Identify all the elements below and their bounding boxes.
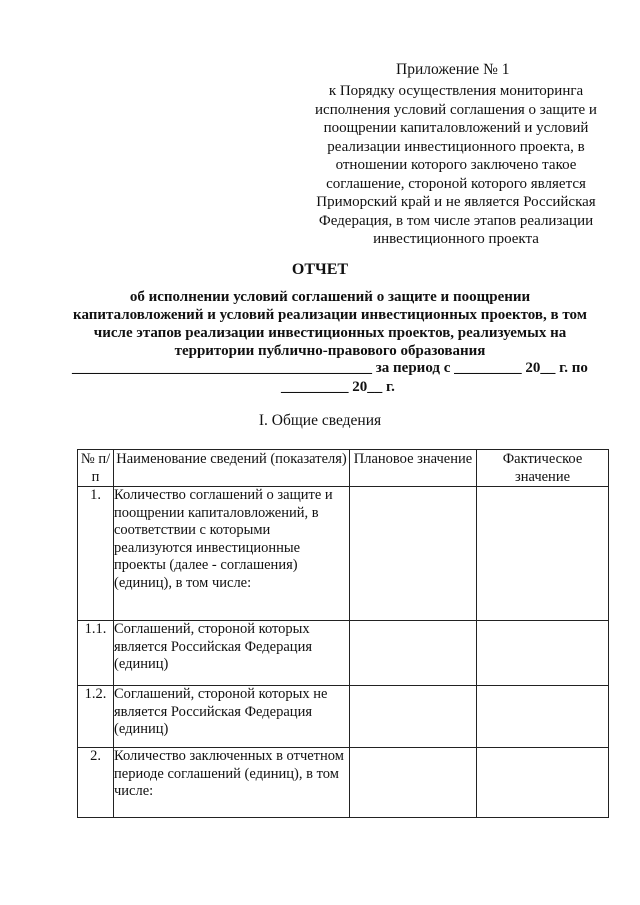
row-actual-value [477,621,609,686]
table-header-row [78,450,609,487]
row-num: 1.1. [78,621,114,686]
report-period-line-1: ________________________________________ за период с _________ 20__ г. по [72,360,588,376]
row-planned-value [350,686,477,748]
table-row [78,748,609,818]
row-num: 2. [78,748,114,818]
row-name: Соглашений, стороной которых не является Российская Федерация (единиц) [114,686,350,748]
row-actual-value [477,686,609,748]
row-actual-value [477,487,609,621]
header-num: № п/п [78,450,114,487]
row-planned-value [350,487,477,621]
row-name: Количество соглашений о защите и поощрении капиталовложений, в соответствии с которыми реализуются инвестиционные проекты (далее - соглашения) (единиц), в том числе: [114,487,350,621]
header-planned: Плановое значение [350,450,477,487]
header-name: Наименование сведений (показателя) [114,450,350,487]
row-planned-value [350,621,477,686]
report-period-line-2: _________ 20__ г. [281,379,395,395]
general-info-table [77,449,609,818]
table-row [78,487,609,621]
row-planned-value [350,748,477,818]
table-row [78,621,609,686]
row-name: Количество заключенных в отчетном периоде соглашений (единиц), в том числе: [114,748,350,818]
row-num: 1.2. [78,686,114,748]
row-num: 1. [78,487,114,621]
header-actual: Фактическое значение [477,450,609,487]
table-row [78,686,609,748]
report-title: ОТЧЕТ [291,261,349,278]
appendix-title: Приложение № 1 [396,61,510,78]
appendix-description: к Порядку осуществления мониторинга исполнения условий соглашения о защите и поощрении капиталовложений и условий реализации инвестиционного проекта, в отношении которого заключено такое соглашение, стороной которого является Приморский край и не является Российская Федерация, в том числе этапов реализации инвестиционного проекта [315,83,597,247]
section-title: I. Общие сведения [258,412,382,429]
report-subtitle: об исполнении условий соглашений о защите и поощрении капиталовложений и условий реализации инвестиционных проектов, в том числе этапов реализации инвестиционных проектов, реализуемых на территории публично-правового образования [73,289,587,359]
row-actual-value [477,748,609,818]
row-name: Соглашений, стороной которых является Российская Федерация (единиц) [114,621,350,686]
